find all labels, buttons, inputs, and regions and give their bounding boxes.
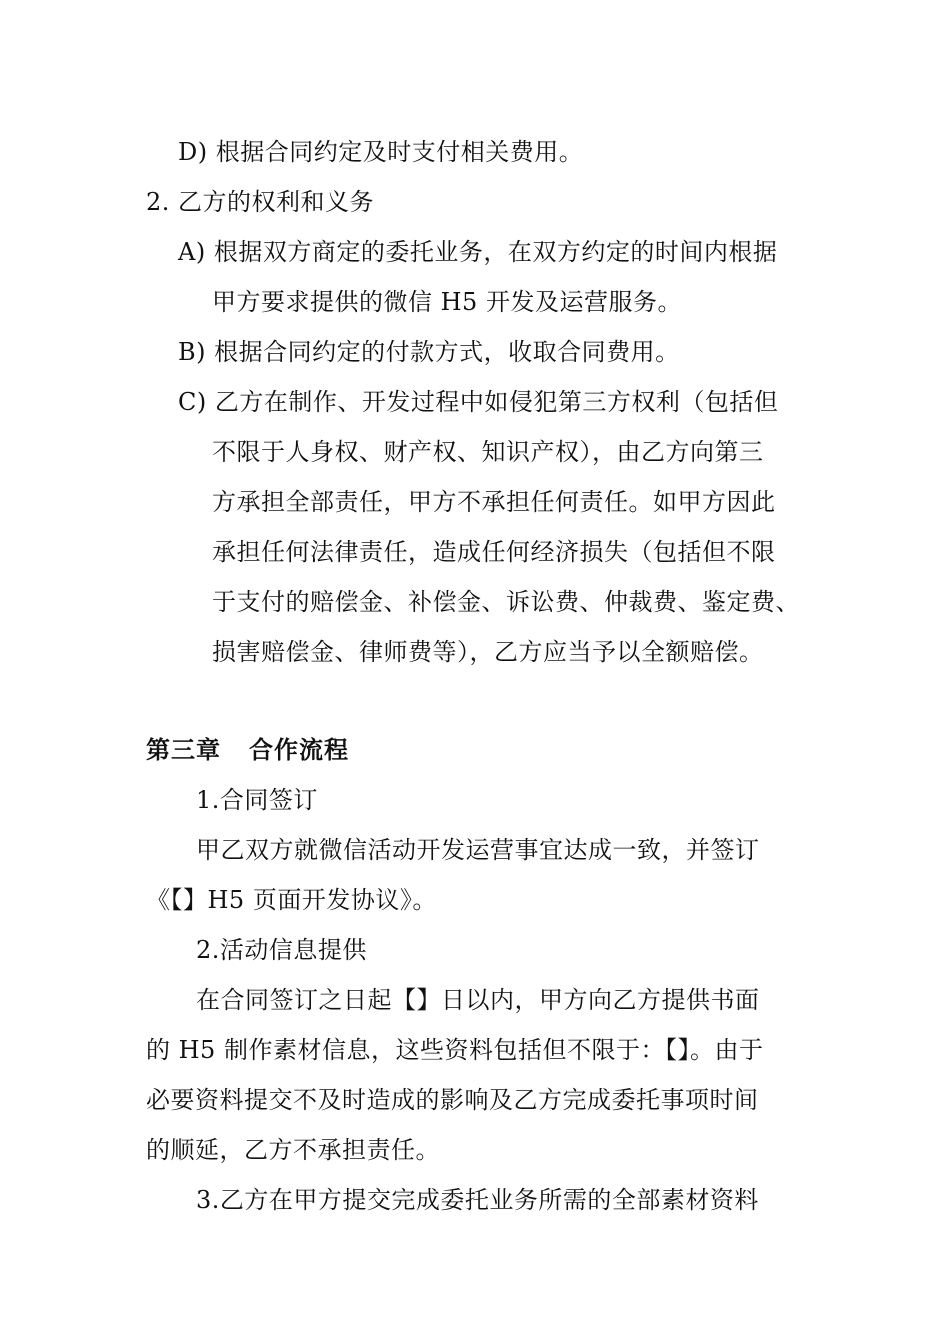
item-b: B) 根据合同约定的付款方式，收取合同费用。 (178, 338, 680, 366)
item-a-line-2: 甲方要求提供的微信 H5 开发及运营服务。 (212, 288, 682, 316)
step-2-line-3: 必要资料提交不及时造成的影响及乙方完成委托事项时间 (146, 1086, 759, 1114)
item-c-line-4: 承担任何法律责任，造成任何经济损失（包括但不限 (212, 538, 776, 566)
item-c-line-6: 损害赔偿金、律师费等），乙方应当予以全额赔偿。 (212, 638, 764, 666)
chapter-title: 合作流程 (249, 736, 349, 764)
step-2-title: 2.活动信息提供 (196, 936, 367, 964)
step-1-line-1: 甲乙双方就微信活动开发运营事宜达成一致，并签订 (196, 836, 760, 864)
item-2-title: 2. 乙方的权利和义务 (146, 188, 375, 216)
chapter-heading (146, 734, 349, 766)
step-2-line-2: 的 H5 制作素材信息，这些资料包括但不限于：【】。由于 (146, 1036, 764, 1064)
item-c-line-5: 于支付的赔偿金、补偿金、诉讼费、仲裁费、鉴定费、 (212, 588, 800, 616)
item-c-line-3: 方承担全部责任，甲方不承担任何责任。如甲方因此 (212, 488, 776, 516)
step-2-line-4: 的顺延，乙方不承担责任。 (146, 1136, 440, 1164)
step-1-title: 1.合同签订 (196, 786, 318, 814)
step-1-line-2: 《【】H5 页面开发协议》。 (146, 886, 437, 914)
item-c-line-2: 不限于人身权、财产权、知识产权），由乙方向第三 (212, 438, 764, 466)
step-2-line-1: 在合同签订之日起【】日以内，甲方向乙方提供书面 (196, 986, 760, 1014)
item-c-line-1: C) 乙方在制作、开发过程中如侵犯第三方权利（包括但 (178, 388, 779, 416)
item-a-line-1: A) 根据双方商定的委托业务，在双方约定的时间内根据 (178, 238, 778, 266)
step-3-line-1: 3.乙方在甲方提交完成委托业务所需的全部素材资料 (196, 1186, 759, 1214)
chapter-label: 第三章 (146, 736, 221, 764)
item-d: D) 根据合同约定及时支付相关费用。 (178, 138, 584, 166)
